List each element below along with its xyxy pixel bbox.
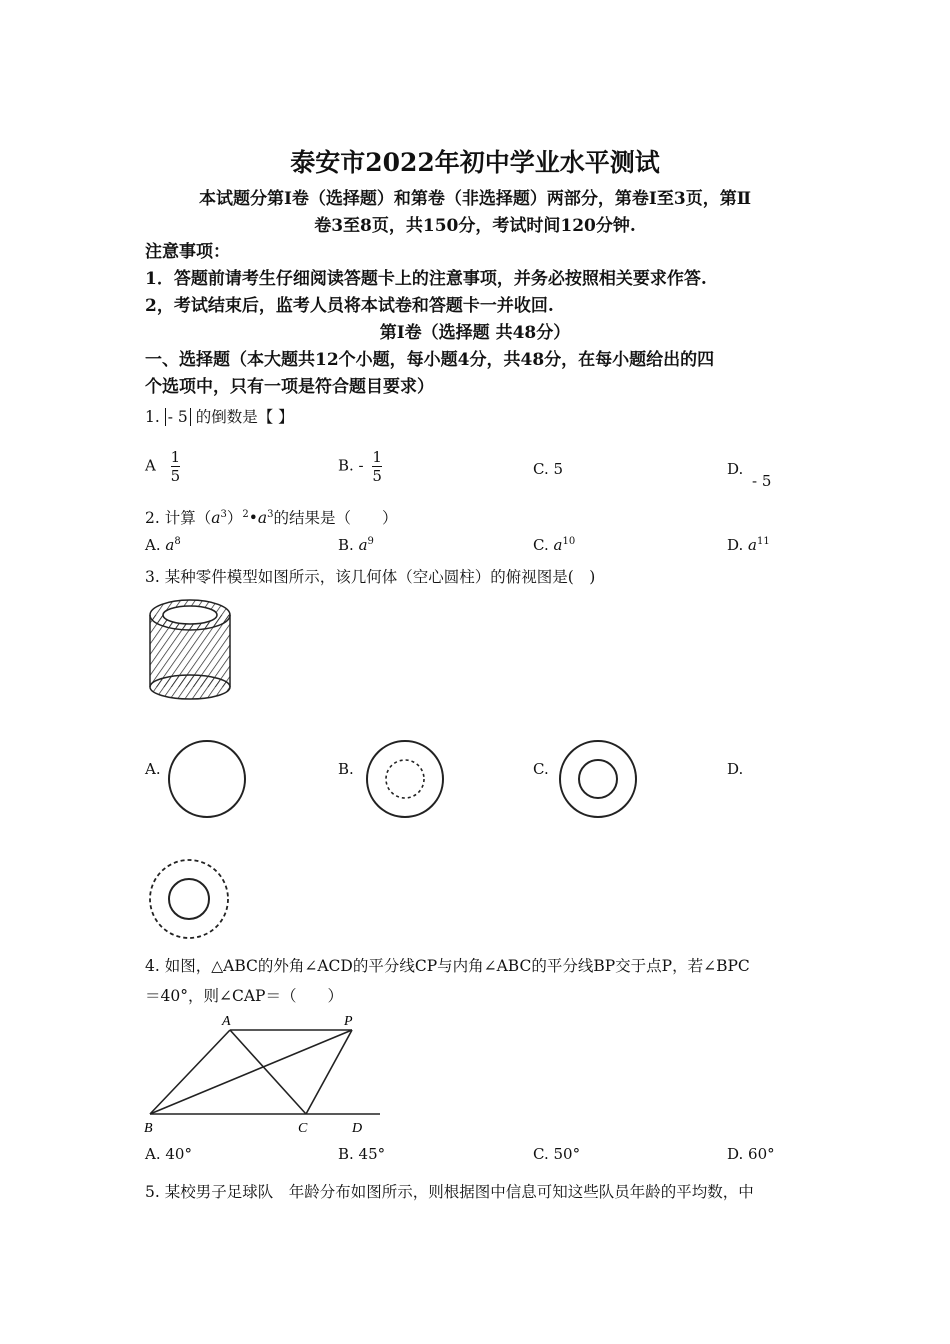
q1-option-a[interactable] [145, 448, 180, 485]
question-2: 2. 计算$(a^3)^2•a^3$的结果是（ ） [145, 508, 398, 527]
q1-option-b[interactable] [338, 448, 382, 485]
q4-option-c[interactable]: C. 50° [533, 1145, 581, 1163]
q1-option-d-label: D. [727, 460, 744, 478]
q3-option-c-label[interactable]: C. [533, 760, 549, 778]
section-title: 第Ⅰ卷（选择题 共48分） [379, 323, 571, 343]
point-p-label: P [344, 1014, 353, 1029]
triangle-geometry-figure [140, 1010, 385, 1140]
point-d-label: D [352, 1121, 363, 1136]
q1-option-c[interactable]: C. 5 [533, 460, 564, 478]
part-heading-line-2: 个选项中，只有一项是符合题目要求） [145, 377, 434, 397]
point-c-label: C [298, 1121, 308, 1136]
question-1-number: 1. [145, 408, 160, 426]
intro-line-1: 本试题分第Ⅰ卷（选择题）和第卷（非选择题）两部分，第卷Ⅰ至3页，第Ⅱ [198, 189, 752, 209]
q1-option-a-label: A [145, 456, 156, 475]
intro-line-2: 卷3至8页，共150分，考试时间120分钟. [314, 216, 636, 236]
q2-option-b[interactable]: B. $a^9$ [338, 536, 374, 554]
absolute-value: - 5 [165, 408, 191, 426]
q1-option-b-label: B. - [338, 456, 364, 475]
q3-option-d-label[interactable]: D. [727, 760, 744, 778]
question-4-line-2: ＝40°，则∠CAP＝（ ） [145, 987, 343, 1005]
q3-option-b-figure[interactable] [363, 737, 447, 821]
q4-option-a[interactable]: A. 40° [145, 1145, 192, 1163]
q4-option-d[interactable]: D. 60° [727, 1145, 775, 1163]
notice-item-1: 1．答题前请考生仔细阅读答题卡上的注意事项，并务必按照相关要求作答. [145, 269, 707, 289]
q1-option-d[interactable] [727, 460, 772, 490]
q2-option-c[interactable]: C. $a^{10}$ [533, 536, 576, 554]
question-5: 5. 某校男子足球队 年龄分布如图所示，则根据图中信息可知这些队员年龄的平均数，中 [145, 1183, 754, 1201]
q3-option-c-figure[interactable] [556, 737, 640, 821]
question-3: 3. 某种零件模型如图所示，该几何体（空心圆柱）的俯视图是( ) [145, 568, 596, 586]
q4-option-b[interactable]: B. 45° [338, 1145, 386, 1163]
q1-option-a-fraction: $\frac{1}{5}$ [170, 448, 181, 485]
question-1 [145, 405, 294, 427]
point-b-label: B [144, 1121, 153, 1136]
question-1-text: 的倒数是【 】 [195, 408, 294, 426]
q2-option-a[interactable]: A. $a^8$ [145, 536, 181, 554]
q2-option-d[interactable]: D. $a^{11}$ [727, 536, 770, 554]
q3-option-d-figure[interactable] [146, 857, 236, 941]
q3-option-b-label[interactable]: B. [338, 760, 354, 778]
q3-option-a-label[interactable]: A. [145, 760, 161, 778]
notice-item-2: 2，考试结束后，监考人员将本试卷和答题卡一并收回. [145, 296, 554, 316]
notice-heading: 注意事项： [145, 242, 230, 262]
q1-option-d-value: - 5 [752, 472, 772, 490]
hollow-cylinder-figure [140, 595, 240, 705]
part-heading-line-1: 一、选择题（本大题共12个小题，每小题4分，共48分，在每小题给出的四 [145, 350, 715, 370]
point-a-label: A [222, 1014, 231, 1029]
q1-option-b-fraction: $\frac{1}{5}$ [372, 448, 382, 485]
question-4-line-1: 4. 如图，△ABC的外角∠ACD的平分线CP与内角∠ABC的平分线BP交于点P，若∠BPC [145, 957, 750, 975]
page-title: 泰安市2022年初中学业水平测试 [290, 148, 660, 177]
q3-option-a-figure[interactable] [165, 737, 249, 821]
